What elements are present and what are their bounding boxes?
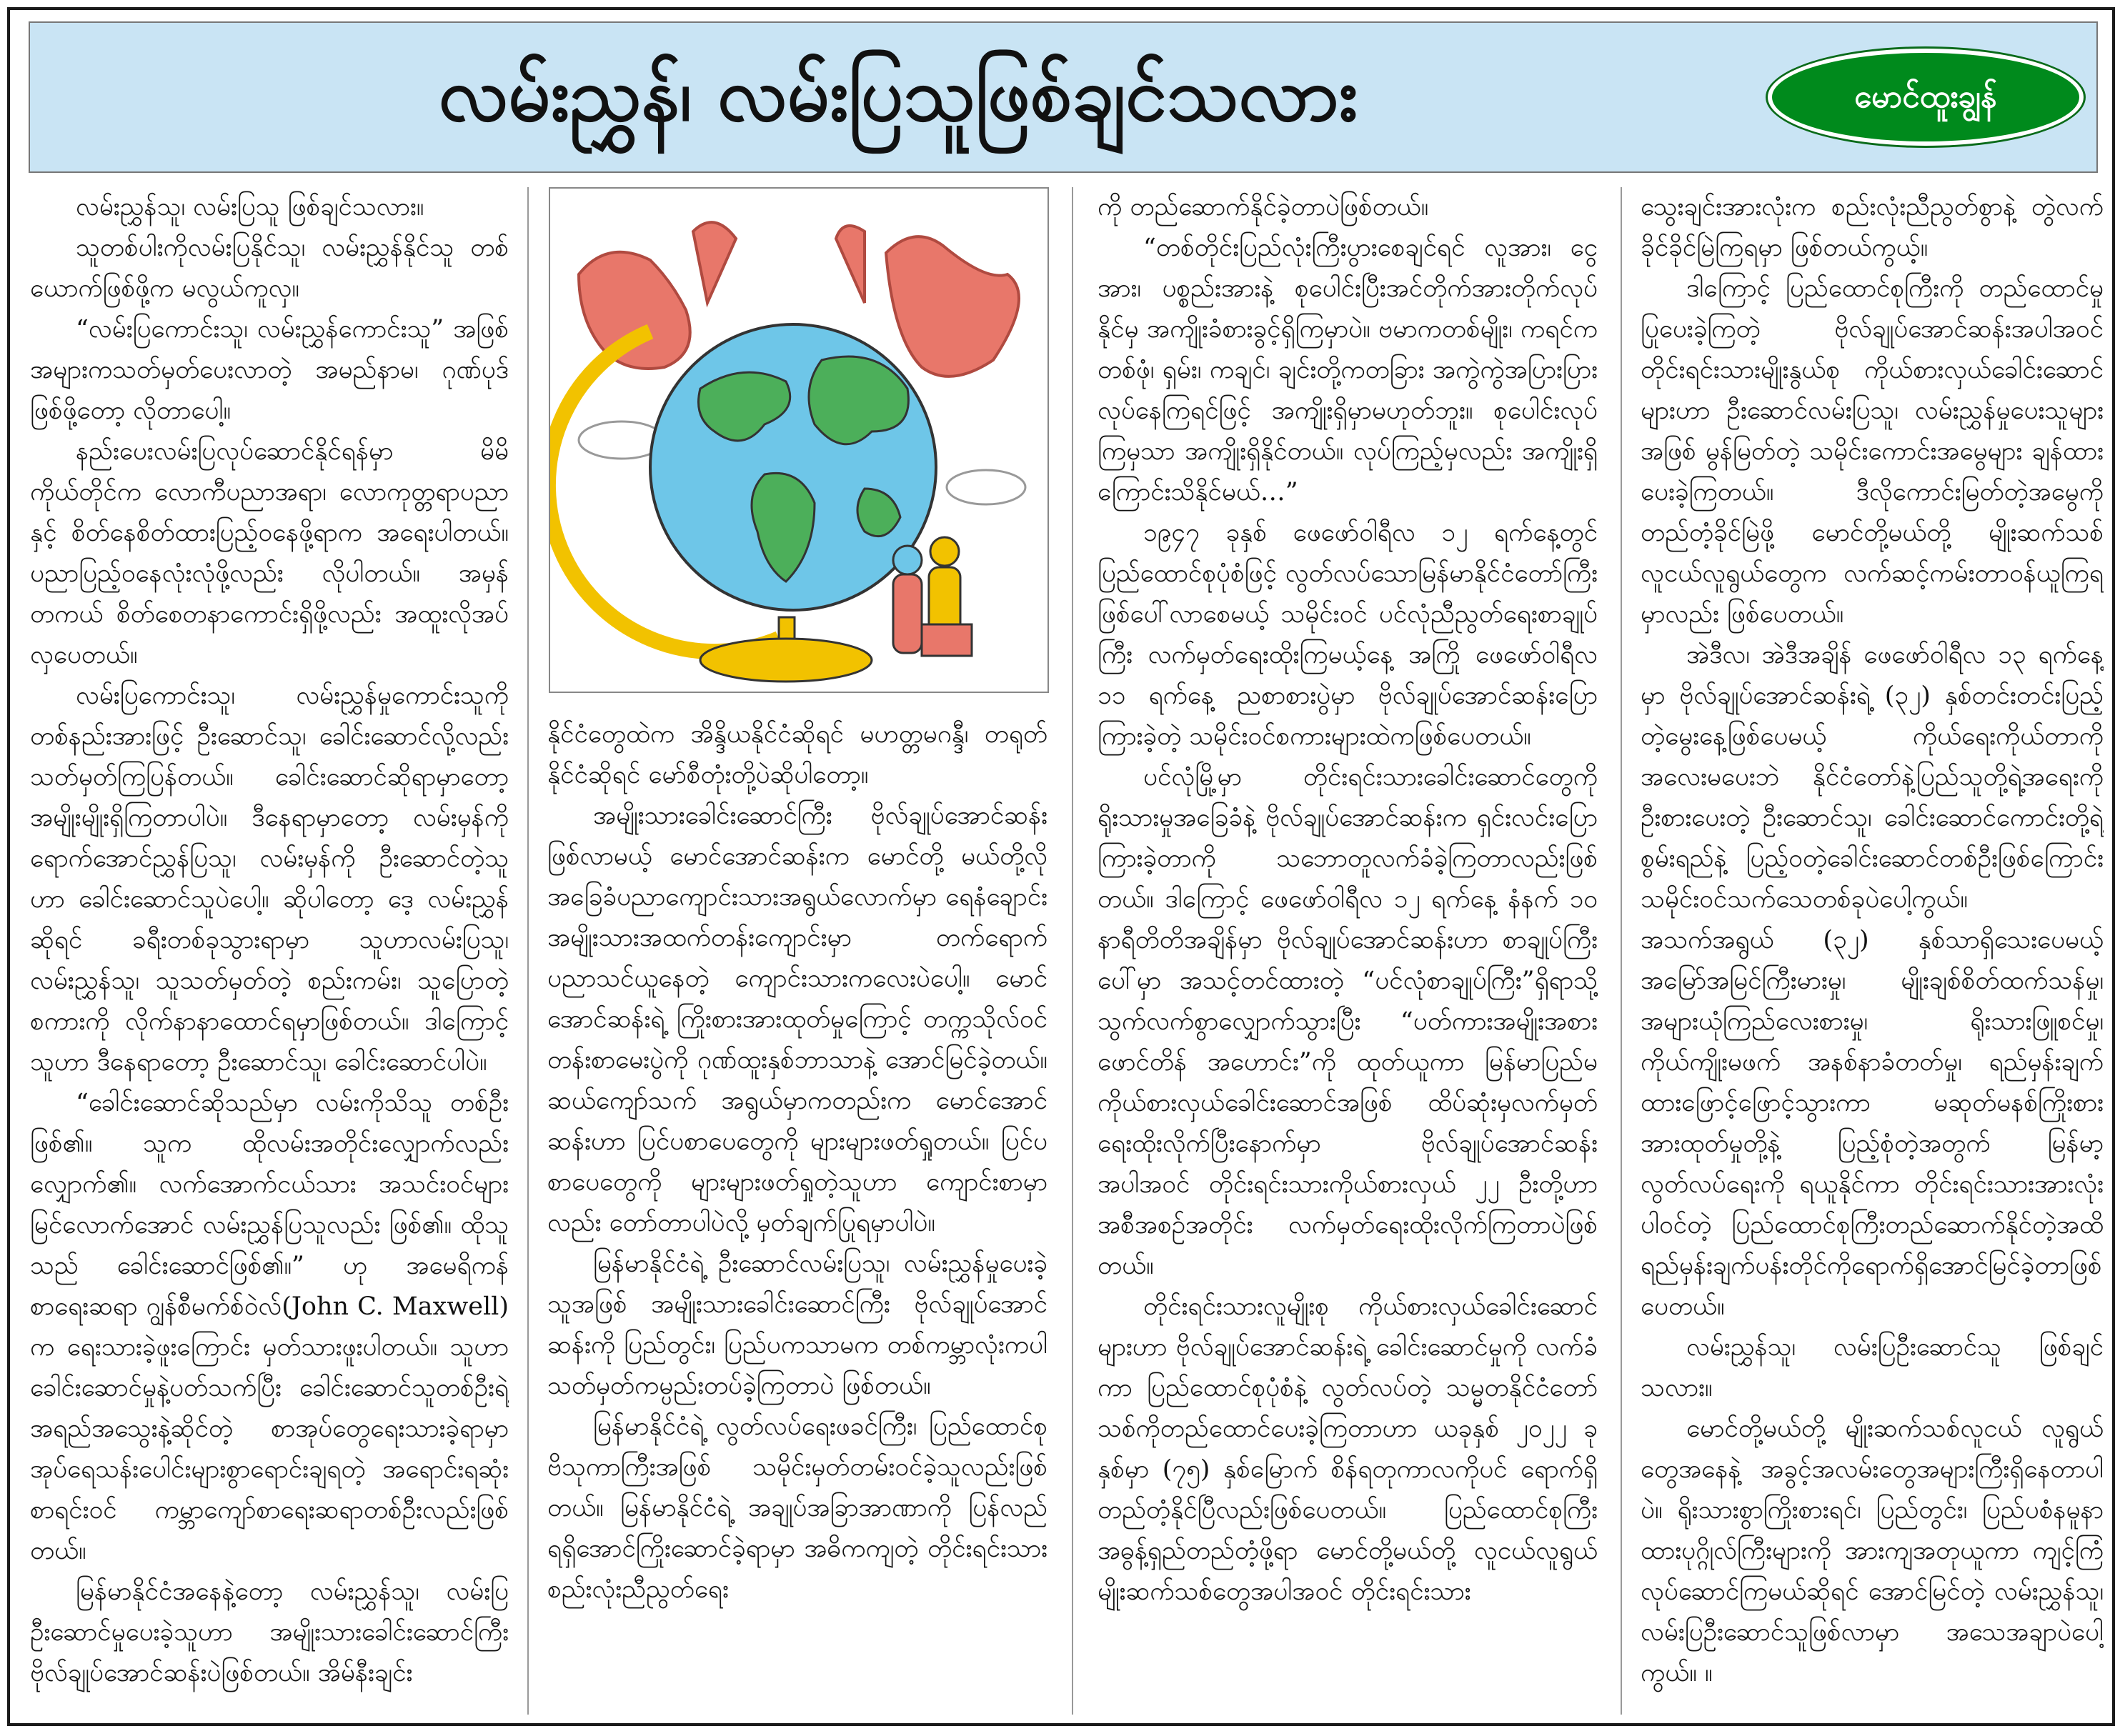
article-column-1 xyxy=(30,187,509,1715)
article-column-4 xyxy=(1641,187,2104,1715)
author-badge: မောင်ထူးချွန် xyxy=(1768,49,2084,146)
paragraph: အဲဒီလ၊ အဲဒီအချိန် ဖေဖော်ဝါရီလ ၁၃ ရက်နေ့မှာ ဗိုလ်ချုပ်အောင်ဆန်းရဲ့ (၃၂) နှစ်တင်းတင်းပြည့်တဲ့မွေးနေ့ဖြစ်ပေမယ့် ကိုယ်ရေးကိုယ်တာကို အလေးမပေးဘဲ နိုင်ငံတော်နဲ့ပြည်သူတို့ရဲ့အရေးကို ဦးစားပေးတဲ့ ဦးဆောင်သူ၊ ခေါင်းဆောင်ကောင်းတို့ရဲ့စွမ်းရည်နဲ့ ပြည့်ဝတဲ့ခေါင်းဆောင်တစ်ဦးဖြစ်ကြောင်း သမိုင်းဝင်သက်သေတစ်ခုပဲပေါ့ကွယ်။ အသက်အရွယ် (၃၂) နှစ်သာရှိသေးပေမယ့် အမြော်အမြင်ကြီးမားမှု၊ မျိုးချစ်စိတ်ထက်သန်မှု၊ အများယုံကြည်လေးစားမှု၊ ရိုးသားဖြူစင်မှု၊ ကိုယ်ကျိုးမဖက် အနစ်နာခံတတ်မှု၊ ရည်မှန်းချက်ထားဖြောင့်ဖြောင့်သွားကာ မဆုတ်မနစ်ကြိုးစားအားထုတ်မှုတို့နဲ့ ပြည့်စုံတဲ့အတွက် မြန်မာ့လွတ်လပ်ရေးကို ရယူနိုင်ကာ တိုင်းရင်းသားအားလုံးပါဝင်တဲ့ ပြည်ထောင်စုကြီးတည်ဆောက်နိုင်တဲ့အထိ ရည်မှန်းချက်ပန်းတိုင်ကိုရောက်ရှိအောင်မြင်ခဲ့တာဖြစ်ပေတယ်။ xyxy=(1641,641,2104,1321)
column-divider xyxy=(1621,187,1622,1715)
paragraph: လမ်းပြကောင်းသူ၊ လမ်းညွှန်မှုကောင်းသူကို တစ်နည်းအားဖြင့် ဦးဆောင်သူ၊ ခေါင်းဆောင်လို့လည်း သတ်မှတ်ကြပြန်တယ်။ ခေါင်းဆောင်ဆိုရာမှာတော့ အမျိုးမျိုးရှိကြတာပါပဲ။ ဒီနေရာမှာတော့ လမ်းမှန်ကိုရောက်အောင်ညွှန်ပြသူ၊ လမ်းမှန်ကို ဦးဆောင်တဲ့သူဟာ ခေါင်းဆောင်သူပဲပေါ့။ ဆိုပါတော့ ဒေ့ လမ်းညွှန်ဆိုရင် ခရီးတစ်ခုသွားရာမှာ သူဟာလမ်းပြသူ၊ လမ်းညွှန်သူ၊ သူသတ်မှတ်တဲ့ စည်းကမ်း၊ သူပြောတဲ့စကားကို လိုက်နာနာထောင်ရမှာဖြစ်တယ်။ ဒါကြောင့် သူဟာ ဒီနေရာတော့ ဦးဆောင်သူ၊ ခေါင်းဆောင်ပါပဲ။ xyxy=(30,682,509,1077)
paragraph: “ခေါင်းဆောင်ဆိုသည်မှာ လမ်းကိုသိသူ တစ်ဦးဖြစ်၏။ သူက ထိုလမ်းအတိုင်းလျှောက်လည်းလျှောက်၏။ လက်အောက်ငယ်သား အသင်းဝင်များ မြင်လောက်အောင် လမ်းညွှန်ပြသူလည်း ဖြစ်၏။ ထိုသူသည် ခေါင်းဆောင်ဖြစ်၏။” ဟု အမေရိကန်စာရေးဆရာ ဂျွန်စီမက်စ်ဝဲလ်(John C. Maxwell) က ရေးသားခဲ့ဖူးကြောင်း မှတ်သားဖူးပါတယ်။ သူဟာ ခေါင်းဆောင်မှုနဲ့ပတ်သက်ပြီး ခေါင်းဆောင်သူတစ်ဦးရဲ့ အရည်အသွေးနဲ့ဆိုင်တဲ့ စာအုပ်တွေရေးသားခဲ့ရာမှာ အုပ်ရေသန်းပေါင်းများစွာရောင်းချရတဲ့ အရောင်းရဆုံးစာရင်းဝင် ကမ္ဘာကျော်စာရေးဆရာတစ်ဦးလည်းဖြစ်တယ်။ xyxy=(30,1089,509,1565)
globe-icon xyxy=(550,189,1047,692)
paragraph: အမျိုးသားခေါင်းဆောင်ကြီး ဗိုလ်ချုပ်အောင်ဆန်းဖြစ်လာမယ့် မောင်အောင်ဆန်းက မောင်တို့ မယ်တို့လို အခြေခံပညာကျောင်းသားအရွယ်လောက်မှာ ရေနံချောင်းအမျိုးသားအထက်တန်းကျောင်းမှာ တက်ရောက်ပညာသင်ယူနေတဲ့ ကျောင်းသားကလေးပဲပေါ့။ မောင်အောင်ဆန်းရဲ့ ကြိုးစားအားထုတ်မှုကြောင့် တက္ကသိုလ်ဝင်တန်းစာမေးပွဲကို ဂုဏ်ထူးနှစ်ဘာသာနဲ့ အောင်မြင်ခဲ့တယ်။ ဆယ်ကျော်သက် အရွယ်မှာကတည်းက မောင်အောင်ဆန်းဟာ ပြင်ပစာပေတွေကို များများဖတ်ရှုတယ်။ ပြင်ပစာပေတွေကို များများဖတ်ရှုတဲ့သူဟာ ကျောင်းစာမှာလည်း တော်တာပါပဲလို့ မှတ်ချက်ပြုရမှာပါပဲ။ xyxy=(547,802,1047,1237)
article-column-3 xyxy=(1098,187,1598,1715)
paragraph: သွေးချင်းအားလုံးက စည်းလုံးညီညွတ်စွာနဲ့ တွဲလက်ခိုင်ခိုင်မြဲကြရမှာ ဖြစ်တယ်ကွယ့်။ xyxy=(1641,193,2104,262)
paragraph: လမ်းညွှန်သူ၊ လမ်းပြဦးဆောင်သူ ဖြစ်ချင်သလား။ xyxy=(1641,1333,2104,1402)
column-divider xyxy=(1072,187,1073,1715)
column-divider xyxy=(527,187,529,1715)
paragraph: မြန်မာနိုင်ငံရဲ့ ဦးဆောင်လမ်းပြသူ၊ လမ်းညွှန်မှုပေးခဲ့သူအဖြစ် အမျိုးသားခေါင်းဆောင်ကြီး ဗိုလ်ချုပ်အောင်ဆန်းကို ပြည်တွင်း၊ ပြည်ပကသာမက တစ်ကမ္ဘာလုံးကပါ သတ်မှတ်ကမ္ပည်းတပ်ခဲ့ကြတာပဲ ဖြစ်တယ်။ xyxy=(547,1249,1047,1400)
paragraph: ၁၉၄၇ ခုနှစ် ဖေဖော်ဝါရီလ ၁၂ ရက်နေ့တွင် ပြည်ထောင်စုပုံစံဖြင့် လွတ်လပ်သောမြန်မာနိုင်ငံတော်ကြီးဖြစ်ပေါ်လာစေမယ့် သမိုင်းဝင် ပင်လုံညီညွတ်ရေးစာချုပ်ကြီး လက်မှတ်ရေးထိုးကြမယ့်နေ့ အကြို ဖေဖော်ဝါရီလ ၁၁ ရက်နေ့ ညစာစားပွဲမှာ ဗိုလ်ချုပ်အောင်ဆန်းပြောကြားခဲ့တဲ့ သမိုင်းဝင်စကားများထဲကဖြစ်ပေတယ်။ xyxy=(1098,519,1598,751)
paragraph: နိုင်ငံတွေထဲက အိန္ဒိယနိုင်ငံဆိုရင် မဟတ္တမဂန္ဒီ၊ တရုတ်နိုင်ငံဆိုရင် မော်စီတုံးတို့ပဲဆိုပါတော့။ xyxy=(547,720,1047,789)
paragraph: မြန်မာနိုင်ငံရဲ့ လွတ်လပ်ရေးဖခင်ကြီး၊ ပြည်ထောင်စုဗိသုကာကြီးအဖြစ် သမိုင်းမှတ်တမ်းဝင်ခဲ့သူလည်းဖြစ်တယ်။ မြန်မာနိုင်ငံရဲ့ အချုပ်အခြာအာဏာကို ပြန်လည်ရရှိအောင်ကြိုးဆောင်ခဲ့ရာမှာ အဓိကကျတဲ့ တိုင်းရင်းသားစည်းလုံးညီညွတ်ရေး xyxy=(547,1412,1047,1604)
paragraph: ဒါကြောင့် ပြည်ထောင်စုကြီးကို တည်ထောင်မှုပြုပေးခဲ့ကြတဲ့ ဗိုလ်ချုပ်အောင်ဆန်းအပါအဝင် တိုင်းရင်းသားမျိုးနွယ်စု ကိုယ်စားလှယ်ခေါင်းဆောင်များဟာ ဦးဆောင်လမ်းပြသူ၊ လမ်းညွှန်မှုပေးသူများအဖြစ် မွန်မြတ်တဲ့ သမိုင်းကောင်းအမွေများ ချန်ထားပေးခဲ့ကြတယ်။ ဒီလိုကောင်းမြတ်တဲ့အမွေကို တည်တံ့ခိုင်မြဲဖို့ မောင်တို့မယ်တို့ မျိုးဆက်သစ်လူငယ်လူရွယ်တွေက လက်ဆင့်ကမ်းတာဝန်ယူကြရမှာလည်း ဖြစ်ပေတယ်။ xyxy=(1641,274,2104,629)
paragraph: နည်းပေးလမ်းပြလုပ်ဆောင်နိုင်ရန်မှာ မိမိကိုယ်တိုင်က လောကီပညာအရာ၊ လောကုတ္တရာပညာနှင့် စိတ်နေစိတ်ထားပြည့်ဝနေဖို့ရာက အရေးပါတယ်။ ပညာပြည့်ဝနေလုံးလုံဖို့လည်း လိုပါတယ်။ အမှန်တကယ် စိတ်စေတနာကောင်းရှိဖို့လည်း အထူးလိုအပ်လှပေတယ်။ xyxy=(30,437,509,669)
article-title: လမ်းညွှန်၊ လမ်းပြသူဖြစ်ချင်သလား xyxy=(438,51,1358,138)
article-column-2 xyxy=(547,714,1047,1715)
paragraph: “လမ်းပြကောင်းသူ၊ လမ်းညွှန်ကောင်းသူ” အဖြစ် အများကသတ်မှတ်ပေးလာတဲ့ အမည်နာမ၊ ဂုဏ်ပုဒ်ဖြစ်ဖို့တော့ လိုတာပေါ့။ xyxy=(30,315,509,425)
header-banner xyxy=(29,21,2098,173)
paragraph: တိုင်းရင်းသားလူမျိုးစု ကိုယ်စားလှယ်ခေါင်းဆောင်များဟာ ဗိုလ်ချုပ်အောင်ဆန်းရဲ့ ခေါင်းဆောင်မှုကို လက်ခံကာ ပြည်ထောင်စုပုံစံနဲ့ လွတ်လပ်တဲ့ သမ္မတနိုင်ငံတော်သစ်ကိုတည်ထောင်ပေးခဲ့ကြတာဟာ ယခုနှစ် ၂၀၂၂ ခုနှစ်မှာ (၇၅) နှစ်မြောက် စိန်ရတုကာလကိုပင် ရောက်ရှိတည်တံ့နိုင်ပြီလည်းဖြစ်ပေတယ်။ ပြည်ထောင်စုကြီး အဓွန့်ရှည်တည်တံ့ဖို့ရာ မောင်တို့မယ်တို့ လူငယ်လူရွယ်မျိုးဆက်သစ်တွေအပါအဝင် တိုင်းရင်းသား xyxy=(1098,1292,1598,1606)
paragraph: ပင်လုံမြို့မှာ တိုင်းရင်းသားခေါင်းဆောင်တွေကို ရိုးသားမှုအခြေခံနဲ့ ဗိုလ်ချုပ်အောင်ဆန်းက ရှင်းလင်းပြောကြားခဲ့တာကို သဘောတူလက်ခံခဲ့ကြတာလည်းဖြစ်တယ်။ ဒါကြောင့် ဖေဖော်ဝါရီလ ၁၂ ရက်နေ့ နံနက် ၁၀ နာရီတိတိအချိန်မှာ ဗိုလ်ချုပ်အောင်ဆန်းဟာ စာချုပ်ကြီးပေါ်မှာ အသင့်တင်ထားတဲ့ “ပင်လုံစာချုပ်ကြီး”ရှိရာသို့ သွက်လက်စွာလျှောက်သွားပြီး “ပတ်ကားအမျိုးအစားဖောင်တိန် အဟောင်း”ကို ထုတ်ယူကာ မြန်မာပြည်မ ကိုယ်စားလှယ်ခေါင်းဆောင်အဖြစ် ထိပ်ဆုံးမှလက်မှတ်ရေးထိုးလိုက်ပြီးနောက်မှာ ဗိုလ်ချုပ်အောင်ဆန်းအပါအဝင် တိုင်းရင်းသားကိုယ်စားလှယ် ၂၂ ဦးတို့ဟာ အစီအစဉ်အတိုင်း လက်မှတ်ရေးထိုးလိုက်ကြတာပဲဖြစ်တယ်။ xyxy=(1098,763,1598,1280)
globe-illustration xyxy=(549,187,1049,693)
paragraph: လမ်းညွှန်သူ၊ လမ်းပြသူ ဖြစ်ချင်သလား။ xyxy=(76,193,424,221)
paragraph: မောင်တို့မယ်တို့ မျိုးဆက်သစ်လူငယ် လူရွယ်တွေအနေနဲ့ အခွင့်အလမ်းတွေအများကြီးရှိနေတာပါပဲ။ ရိုးသားစွာကြိုးစားရင်၊ ပြည်တွင်း၊ ပြည်ပစံနမူနာထားပုဂ္ဂိုလ်ကြီးများကို အားကျအတုယူကာ ကျင့်ကြံလုပ်ဆောင်ကြမယ်ဆိုရင် အောင်မြင်တဲ့ လမ်းညွှန်သူ၊ လမ်းပြဦးဆောင်သူဖြစ်လာမှာ အသေအချာပဲပေါ့ကွယ်။ ။ xyxy=(1641,1415,2104,1687)
paragraph: မြန်မာနိုင်ငံအနေနဲ့တော့ လမ်းညွှန်သူ၊ လမ်းပြဦးဆောင်မှုပေးခဲ့သူဟာ အမျိုးသားခေါင်းဆောင်ကြီး ဗိုလ်ချုပ်အောင်ဆန်းပဲဖြစ်တယ်။ အိမ်နီးချင်း xyxy=(30,1577,509,1687)
paragraph: သူတစ်ပါးကိုလမ်းပြနိုင်သူ၊ လမ်းညွှန်နိုင်သူ တစ်ယောက်ဖြစ်ဖို့က မလွယ်ကူလှ။ xyxy=(30,234,509,303)
paragraph: “တစ်တိုင်းပြည်လုံးကြီးပွားစေချင်ရင် လူအား၊ ငွေအား၊ ပစ္စည်းအားနဲ့ စုပေါင်းပြီးအင်တိုက်အားတိုက်လုပ်နိုင်မှ အကျိုးခံစားခွင့်ရှိကြမှာပဲ။ ဗမာကတစ်မျိုး၊ ကရင်ကတစ်ဖုံ၊ ရှမ်း၊ ကချင်၊ ချင်းတို့ကတခြား အကွဲကွဲအပြားပြားလုပ်နေကြရင်ဖြင့် အကျိုးရှိမှာမဟုတ်ဘူး။ စုပေါင်းလုပ်ကြမှသာ အကျိုးရှိနိုင်တယ်။ လုပ်ကြည့်မှလည်း အကျိုးရှိကြောင်းသိနိုင်မယ်…” xyxy=(1098,234,1598,507)
paragraph: ကို တည်ဆောက်နိုင်ခဲ့တာပဲဖြစ်တယ်။ xyxy=(1098,193,1429,221)
